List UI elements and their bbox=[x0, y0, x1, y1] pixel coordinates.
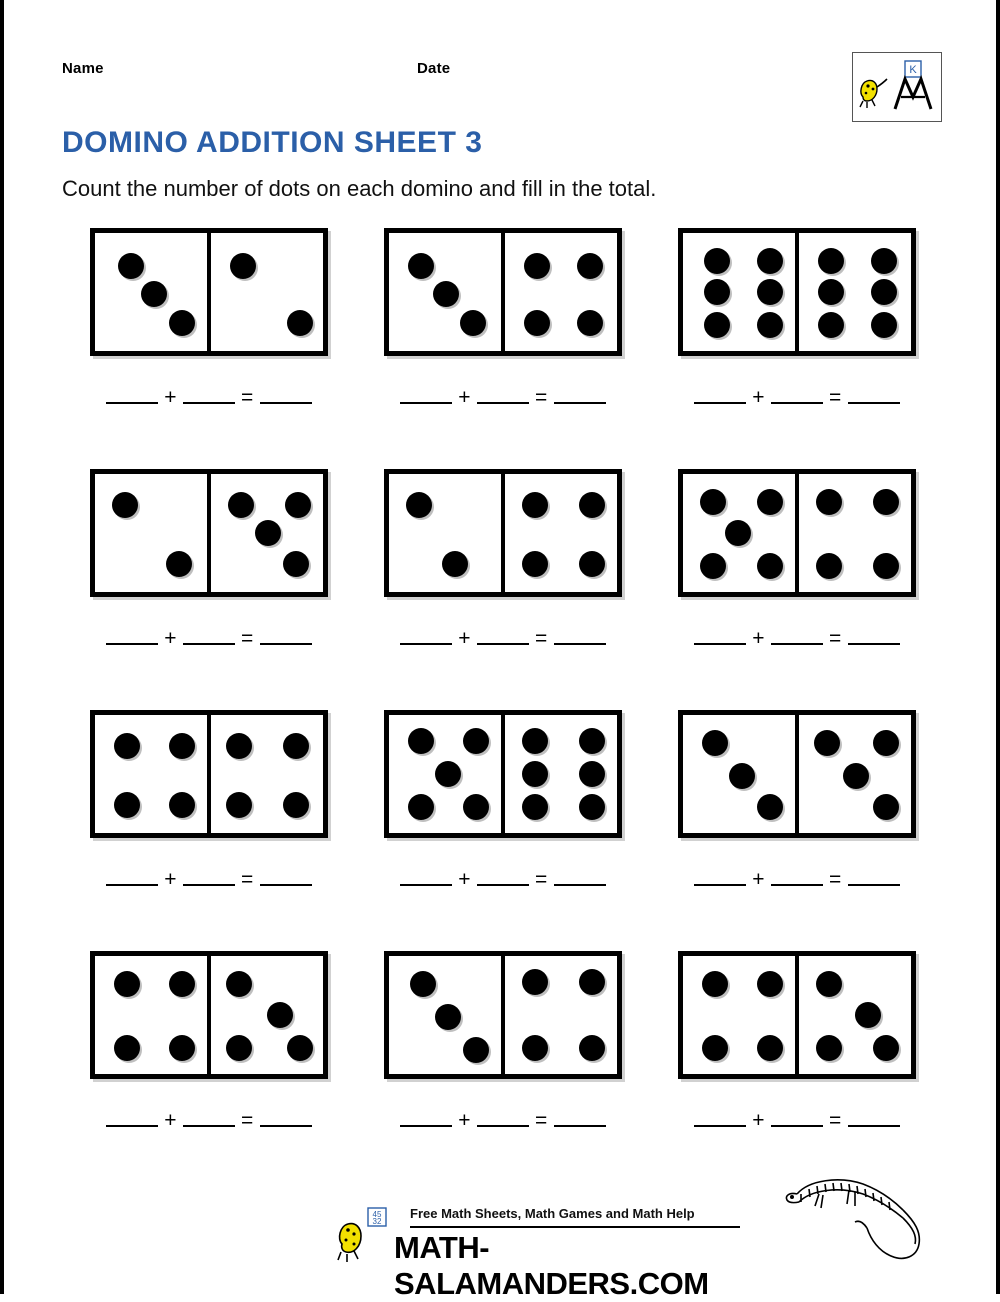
domino-half-right bbox=[503, 956, 617, 1074]
domino-half-left bbox=[683, 956, 797, 1074]
domino-half-left bbox=[95, 956, 209, 1074]
domino-half-right bbox=[797, 474, 911, 592]
domino-half-right bbox=[209, 956, 323, 1074]
equation-1 bbox=[62, 386, 356, 410]
domino-dot bbox=[871, 248, 897, 274]
domino-tile bbox=[90, 710, 328, 838]
domino-dot bbox=[816, 971, 842, 997]
problem-9 bbox=[650, 710, 944, 951]
domino-dot bbox=[579, 761, 605, 787]
plus-sign: + bbox=[752, 627, 765, 650]
domino-dot bbox=[873, 553, 899, 579]
equals-sign: = bbox=[829, 627, 842, 650]
domino-half-left bbox=[95, 715, 209, 833]
plus-sign: + bbox=[458, 868, 471, 891]
problem-4 bbox=[62, 469, 356, 710]
domino-dot bbox=[522, 969, 548, 995]
problem-1 bbox=[62, 228, 356, 469]
domino-dot bbox=[757, 489, 783, 515]
domino-dot bbox=[169, 1035, 195, 1061]
domino-dot bbox=[463, 794, 489, 820]
answer-blank-total[interactable] bbox=[554, 1125, 606, 1127]
page-title: DOMINO ADDITION SHEET 3 bbox=[62, 126, 483, 159]
equation-12 bbox=[650, 1109, 944, 1133]
domino-dot bbox=[460, 310, 486, 336]
answer-blank-total[interactable] bbox=[848, 402, 900, 404]
domino-dot bbox=[871, 312, 897, 338]
equation-3 bbox=[650, 386, 944, 410]
domino-tile bbox=[90, 951, 328, 1079]
answer-blank-addend-1[interactable] bbox=[400, 884, 452, 886]
domino-dot bbox=[729, 763, 755, 789]
domino-dot bbox=[408, 794, 434, 820]
answer-blank-addend-2[interactable] bbox=[771, 643, 823, 645]
answer-blank-addend-2[interactable] bbox=[183, 402, 235, 404]
domino-dot bbox=[702, 1035, 728, 1061]
domino-half-right bbox=[797, 956, 911, 1074]
domino-half-right bbox=[797, 233, 911, 351]
answer-blank-addend-2[interactable] bbox=[183, 1125, 235, 1127]
problem-6 bbox=[650, 469, 944, 710]
domino-dot bbox=[818, 279, 844, 305]
domino-half-left bbox=[389, 956, 503, 1074]
domino-dot bbox=[522, 794, 548, 820]
equals-sign: = bbox=[241, 1109, 254, 1132]
domino-dot bbox=[226, 733, 252, 759]
equals-sign: = bbox=[829, 1109, 842, 1132]
problem-row bbox=[62, 710, 946, 951]
domino-tile bbox=[384, 710, 622, 838]
plus-sign: + bbox=[458, 627, 471, 650]
domino-dot bbox=[700, 553, 726, 579]
domino-half-left bbox=[683, 474, 797, 592]
domino-dot bbox=[285, 492, 311, 518]
plus-sign: + bbox=[752, 1109, 765, 1132]
domino-tile bbox=[90, 469, 328, 597]
name-label: Name bbox=[62, 60, 104, 77]
domino-dot bbox=[579, 794, 605, 820]
answer-blank-total[interactable] bbox=[260, 643, 312, 645]
domino-dot bbox=[579, 1035, 605, 1061]
answer-blank-addend-2[interactable] bbox=[477, 643, 529, 645]
answer-blank-total[interactable] bbox=[260, 1125, 312, 1127]
problem-2 bbox=[356, 228, 650, 469]
equation-8 bbox=[356, 868, 650, 892]
salamander-icon bbox=[332, 1204, 402, 1266]
domino-dot bbox=[702, 730, 728, 756]
answer-blank-total[interactable] bbox=[848, 643, 900, 645]
worksheet-header bbox=[62, 60, 942, 84]
equals-sign: = bbox=[241, 627, 254, 650]
domino-dot bbox=[522, 1035, 548, 1061]
domino-dot bbox=[114, 792, 140, 818]
answer-blank-total[interactable] bbox=[848, 884, 900, 886]
domino-dot bbox=[169, 792, 195, 818]
footer-tagline: Free Math Sheets, Math Games and Math Help bbox=[410, 1206, 695, 1221]
domino-dot bbox=[873, 730, 899, 756]
domino-dot bbox=[255, 520, 281, 546]
domino-dot bbox=[814, 730, 840, 756]
domino-tile bbox=[678, 228, 916, 356]
domino-dot bbox=[435, 761, 461, 787]
equals-sign: = bbox=[829, 386, 842, 409]
svg-text:32: 32 bbox=[372, 1217, 382, 1226]
svg-text:K: K bbox=[909, 64, 917, 76]
domino-dot bbox=[169, 733, 195, 759]
domino-half-left bbox=[683, 715, 797, 833]
domino-half-right bbox=[797, 715, 911, 833]
domino-dot bbox=[700, 489, 726, 515]
domino-dot bbox=[463, 1037, 489, 1063]
domino-dot bbox=[522, 728, 548, 754]
domino-dot bbox=[757, 794, 783, 820]
domino-dot bbox=[816, 553, 842, 579]
domino-half-right bbox=[209, 715, 323, 833]
domino-dot bbox=[463, 728, 489, 754]
equals-sign: = bbox=[241, 868, 254, 891]
problem-row bbox=[62, 951, 946, 1192]
domino-tile bbox=[678, 469, 916, 597]
equation-11 bbox=[356, 1109, 650, 1133]
domino-dot bbox=[816, 1035, 842, 1061]
domino-dot bbox=[226, 971, 252, 997]
answer-blank-addend-1[interactable] bbox=[400, 402, 452, 404]
domino-dot bbox=[871, 279, 897, 305]
domino-dot bbox=[818, 312, 844, 338]
domino-dot bbox=[408, 253, 434, 279]
domino-dot bbox=[283, 792, 309, 818]
domino-dot bbox=[855, 1002, 881, 1028]
domino-dot bbox=[166, 551, 192, 577]
domino-half-left bbox=[95, 474, 209, 592]
domino-dot bbox=[725, 520, 751, 546]
domino-dot bbox=[757, 1035, 783, 1061]
worksheet-footer bbox=[4, 1170, 1000, 1301]
domino-dot bbox=[579, 969, 605, 995]
domino-dot bbox=[226, 792, 252, 818]
equation-5 bbox=[356, 627, 650, 651]
equals-sign: = bbox=[535, 627, 548, 650]
answer-blank-addend-1[interactable] bbox=[106, 643, 158, 645]
domino-dot bbox=[114, 971, 140, 997]
domino-dot bbox=[522, 551, 548, 577]
domino-dot bbox=[522, 492, 548, 518]
domino-dot bbox=[406, 492, 432, 518]
domino-tile bbox=[678, 951, 916, 1079]
problem-row bbox=[62, 469, 946, 710]
equals-sign: = bbox=[241, 386, 254, 409]
plus-sign: + bbox=[458, 386, 471, 409]
domino-dot bbox=[579, 551, 605, 577]
answer-blank-total[interactable] bbox=[554, 402, 606, 404]
plus-sign: + bbox=[164, 627, 177, 650]
domino-dot bbox=[114, 1035, 140, 1061]
domino-dot bbox=[577, 253, 603, 279]
equals-sign: = bbox=[535, 386, 548, 409]
domino-tile bbox=[384, 469, 622, 597]
domino-dot bbox=[704, 279, 730, 305]
equals-sign: = bbox=[535, 1109, 548, 1132]
domino-dot bbox=[442, 551, 468, 577]
domino-dot bbox=[757, 553, 783, 579]
problem-row bbox=[62, 228, 946, 469]
domino-dot bbox=[524, 310, 550, 336]
answer-blank-total[interactable] bbox=[260, 884, 312, 886]
domino-dot bbox=[757, 971, 783, 997]
domino-dot bbox=[287, 1035, 313, 1061]
equation-10 bbox=[62, 1109, 356, 1133]
answer-blank-addend-2[interactable] bbox=[183, 884, 235, 886]
answer-blank-addend-2[interactable] bbox=[771, 884, 823, 886]
answer-blank-addend-1[interactable] bbox=[694, 643, 746, 645]
equation-2 bbox=[356, 386, 650, 410]
instructions: Count the number of dots on each domino and fill in the total. bbox=[62, 176, 657, 201]
domino-tile bbox=[678, 710, 916, 838]
domino-dot bbox=[704, 312, 730, 338]
problem-8 bbox=[356, 710, 650, 951]
answer-blank-addend-2[interactable] bbox=[477, 402, 529, 404]
equation-4 bbox=[62, 627, 356, 651]
plus-sign: + bbox=[164, 1109, 177, 1132]
answer-blank-total[interactable] bbox=[848, 1125, 900, 1127]
domino-dot bbox=[757, 248, 783, 274]
domino-dot bbox=[230, 253, 256, 279]
plus-sign: + bbox=[752, 868, 765, 891]
domino-dot bbox=[704, 248, 730, 274]
domino-dot bbox=[843, 763, 869, 789]
domino-half-left bbox=[389, 474, 503, 592]
problem-5 bbox=[356, 469, 650, 710]
domino-dot bbox=[579, 728, 605, 754]
problem-3 bbox=[650, 228, 944, 469]
svg-text:45: 45 bbox=[372, 1210, 382, 1219]
domino-half-left bbox=[95, 233, 209, 351]
domino-dot bbox=[169, 310, 195, 336]
problem-7 bbox=[62, 710, 356, 951]
domino-dot bbox=[118, 253, 144, 279]
domino-half-right bbox=[503, 233, 617, 351]
answer-blank-total[interactable] bbox=[260, 402, 312, 404]
answer-blank-addend-2[interactable] bbox=[477, 1125, 529, 1127]
domino-dot bbox=[757, 312, 783, 338]
domino-dot bbox=[283, 551, 309, 577]
answer-blank-addend-1[interactable] bbox=[106, 402, 158, 404]
domino-dot bbox=[114, 733, 140, 759]
domino-half-right bbox=[503, 715, 617, 833]
domino-dot bbox=[577, 310, 603, 336]
answer-blank-total[interactable] bbox=[554, 643, 606, 645]
domino-dot bbox=[818, 248, 844, 274]
domino-dot bbox=[873, 489, 899, 515]
problem-grid bbox=[62, 228, 946, 1192]
answer-blank-addend-1[interactable] bbox=[694, 402, 746, 404]
answer-blank-addend-1[interactable] bbox=[400, 643, 452, 645]
logo-graphic bbox=[853, 53, 941, 121]
domino-tile bbox=[90, 228, 328, 356]
domino-dot bbox=[757, 279, 783, 305]
domino-half-right bbox=[209, 233, 323, 351]
footer-divider bbox=[410, 1226, 740, 1228]
domino-dot bbox=[816, 489, 842, 515]
answer-blank-addend-1[interactable] bbox=[694, 1125, 746, 1127]
equation-7 bbox=[62, 868, 356, 892]
problem-12 bbox=[650, 951, 944, 1192]
domino-dot bbox=[408, 728, 434, 754]
footer-url: MATH-SALAMANDERS.COM bbox=[394, 1230, 709, 1301]
domino-dot bbox=[141, 281, 167, 307]
problem-10 bbox=[62, 951, 356, 1192]
answer-blank-addend-2[interactable] bbox=[771, 402, 823, 404]
domino-tile bbox=[384, 951, 622, 1079]
domino-half-left bbox=[683, 233, 797, 351]
date-label: Date bbox=[417, 60, 451, 77]
equals-sign: = bbox=[829, 868, 842, 891]
equation-9 bbox=[650, 868, 944, 892]
domino-dot bbox=[228, 492, 254, 518]
domino-dot bbox=[702, 971, 728, 997]
answer-blank-addend-2[interactable] bbox=[771, 1125, 823, 1127]
domino-half-right bbox=[209, 474, 323, 592]
answer-blank-addend-1[interactable] bbox=[694, 884, 746, 886]
domino-dot bbox=[435, 1004, 461, 1030]
domino-dot bbox=[873, 1035, 899, 1061]
domino-dot bbox=[169, 971, 195, 997]
answer-blank-addend-2[interactable] bbox=[183, 643, 235, 645]
domino-dot bbox=[287, 310, 313, 336]
domino-dot bbox=[226, 1035, 252, 1061]
lizard-drawing bbox=[779, 1170, 939, 1290]
problem-11 bbox=[356, 951, 650, 1192]
domino-dot bbox=[410, 971, 436, 997]
domino-tile bbox=[384, 228, 622, 356]
domino-dot bbox=[579, 492, 605, 518]
plus-sign: + bbox=[164, 386, 177, 409]
plus-sign: + bbox=[752, 386, 765, 409]
domino-half-left bbox=[389, 233, 503, 351]
domino-dot bbox=[524, 253, 550, 279]
domino-dot bbox=[433, 281, 459, 307]
domino-dot bbox=[873, 794, 899, 820]
answer-blank-addend-1[interactable] bbox=[106, 1125, 158, 1127]
equals-sign: = bbox=[535, 868, 548, 891]
plus-sign: + bbox=[458, 1109, 471, 1132]
domino-dot bbox=[283, 733, 309, 759]
answer-blank-total[interactable] bbox=[554, 884, 606, 886]
domino-half-right bbox=[503, 474, 617, 592]
answer-blank-addend-2[interactable] bbox=[477, 884, 529, 886]
math-salamanders-logo bbox=[852, 52, 942, 122]
domino-dot bbox=[522, 761, 548, 787]
domino-dot bbox=[112, 492, 138, 518]
domino-half-left bbox=[389, 715, 503, 833]
equation-6 bbox=[650, 627, 944, 651]
answer-blank-addend-1[interactable] bbox=[106, 884, 158, 886]
plus-sign: + bbox=[164, 868, 177, 891]
answer-blank-addend-1[interactable] bbox=[400, 1125, 452, 1127]
domino-dot bbox=[267, 1002, 293, 1028]
